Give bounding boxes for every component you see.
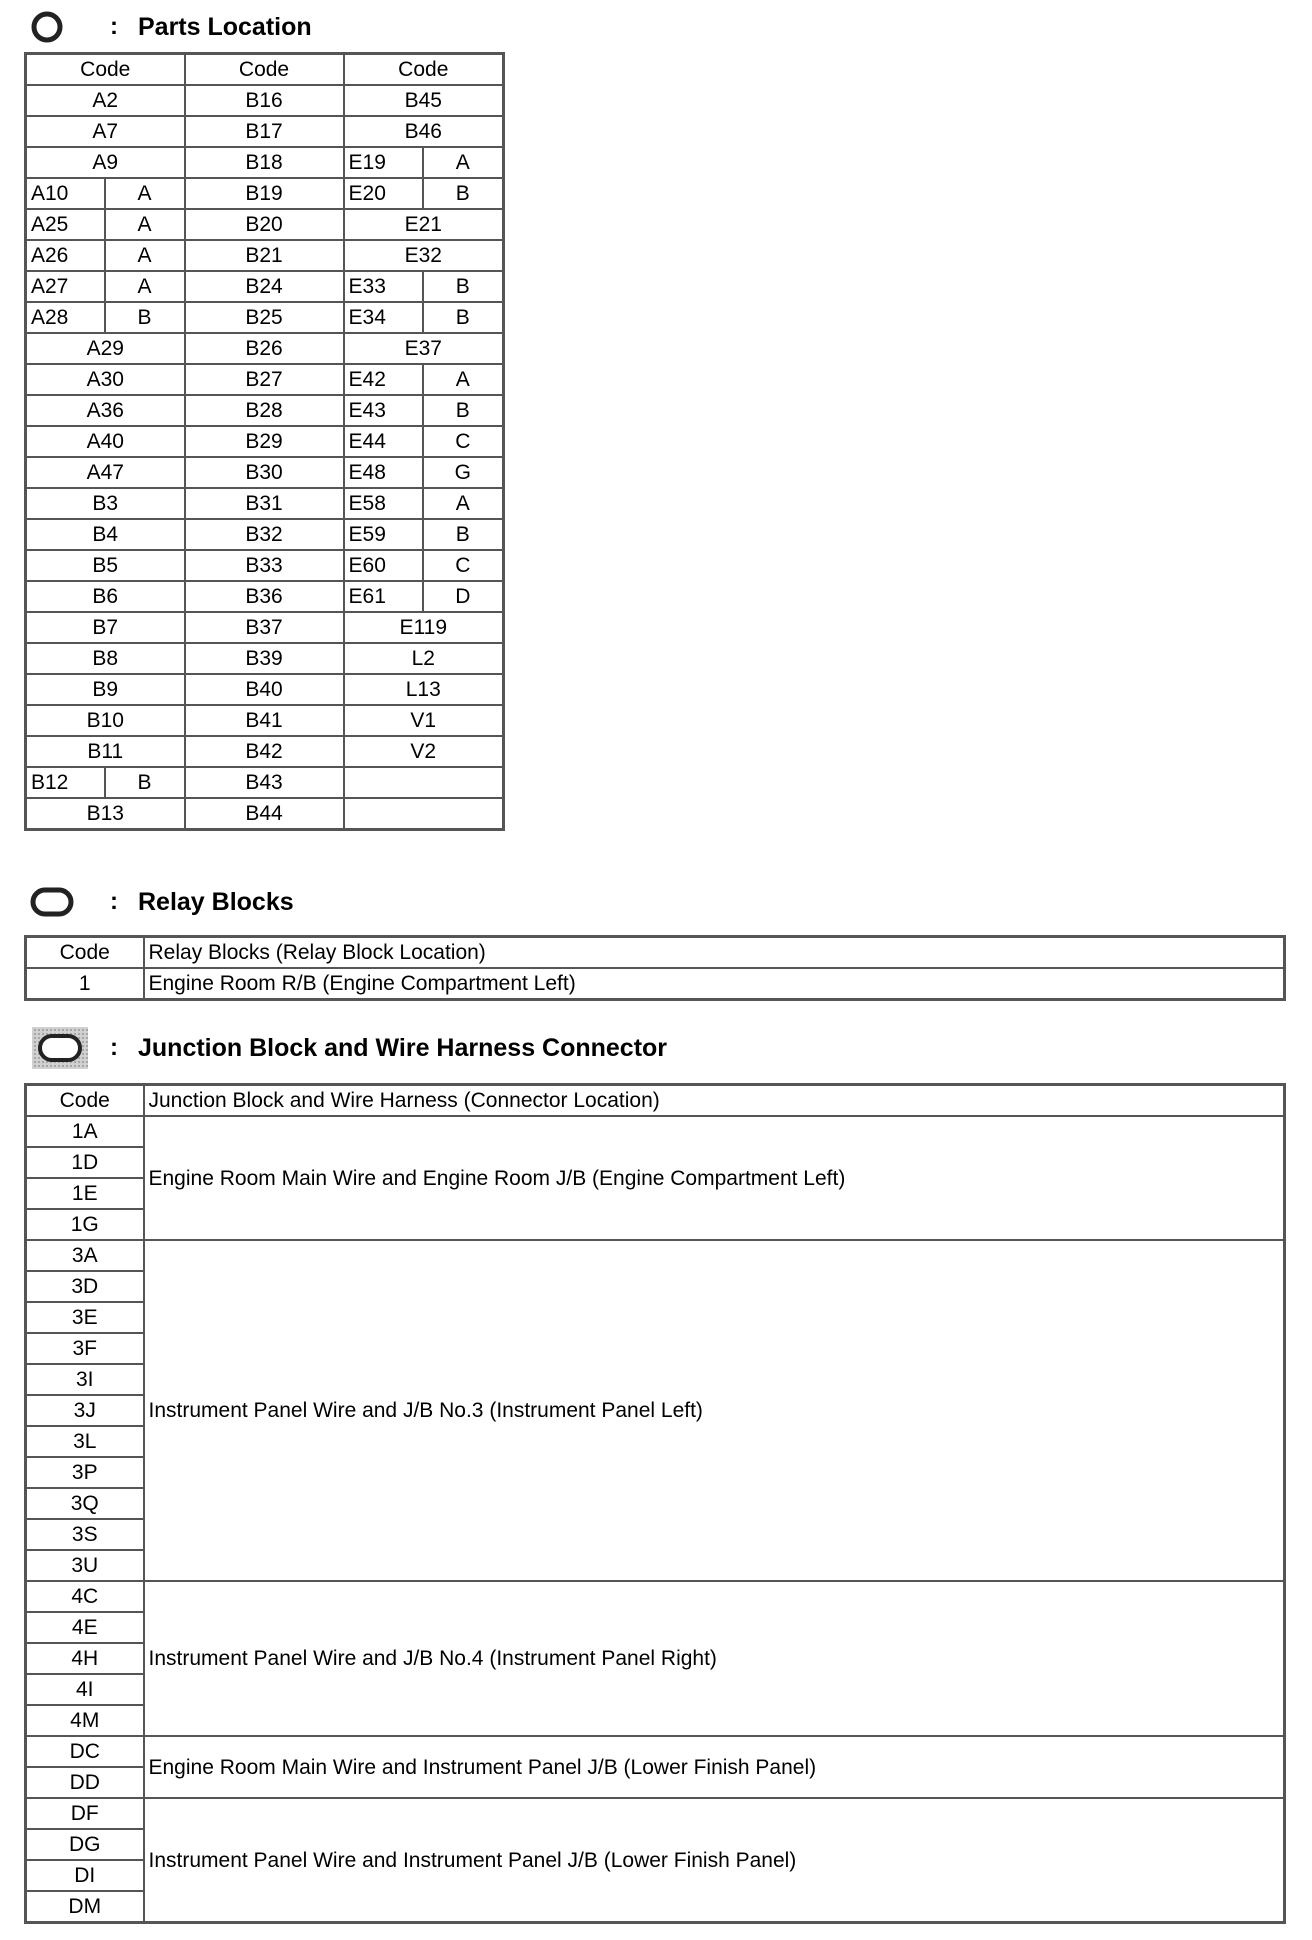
part-code: B32 — [185, 519, 344, 550]
table-row — [26, 736, 504, 767]
part-code: B20 — [185, 209, 344, 240]
part-code: E119 — [344, 612, 504, 643]
relay-blocks-title: Relay Blocks — [138, 887, 294, 916]
part-code: V1 — [344, 705, 504, 736]
table-row — [26, 674, 504, 705]
column-header-code: Code — [26, 54, 185, 86]
part-code: E37 — [344, 333, 504, 364]
connector-code: DM — [26, 1891, 144, 1923]
part-code: B42 — [185, 736, 344, 767]
part-code: E19 — [344, 147, 423, 178]
part-code: A29 — [26, 333, 185, 364]
table-row — [26, 968, 1285, 1000]
part-code: A36 — [26, 395, 185, 426]
connector-code: 3D — [26, 1271, 144, 1302]
part-code: E34 — [344, 302, 423, 333]
connector-code: 3L — [26, 1426, 144, 1457]
table-row — [26, 240, 504, 271]
part-code: B26 — [185, 333, 344, 364]
connector-code: 3F — [26, 1333, 144, 1364]
part-code: E20 — [344, 178, 423, 209]
table-row — [26, 426, 504, 457]
part-suffix: D — [423, 581, 504, 612]
part-suffix: A — [423, 147, 504, 178]
part-code: A2 — [26, 85, 185, 116]
connector-location: Instrument Panel Wire and J/B No.4 (Instrument Panel Right) — [144, 1581, 1285, 1736]
part-code: B17 — [185, 116, 344, 147]
part-code: E21 — [344, 209, 504, 240]
relay-code: 1 — [26, 968, 144, 1000]
connector-code: 4H — [26, 1643, 144, 1674]
part-code: B45 — [344, 85, 504, 116]
column-header-location: Junction Block and Wire Harness (Connector Location) — [144, 1085, 1285, 1117]
junction-title: Junction Block and Wire Harness Connector — [138, 1033, 668, 1062]
part-code: B11 — [26, 736, 185, 767]
column-header-code: Code — [344, 54, 504, 86]
connector-code: 3A — [26, 1240, 144, 1271]
table-row — [26, 1581, 1285, 1612]
part-code: B25 — [185, 302, 344, 333]
part-code: E42 — [344, 364, 423, 395]
part-suffix: B — [105, 767, 185, 798]
shaded-rounded-rect-icon — [30, 1025, 110, 1071]
part-code: B3 — [26, 488, 185, 519]
table-row — [26, 457, 504, 488]
part-suffix: B — [423, 271, 504, 302]
part-code: E60 — [344, 550, 423, 581]
connector-code: 4C — [26, 1581, 144, 1612]
part-code: E44 — [344, 426, 423, 457]
part-code: B9 — [26, 674, 185, 705]
part-code: B28 — [185, 395, 344, 426]
part-code: L13 — [344, 674, 504, 705]
table-row — [26, 85, 504, 116]
junction-header — [30, 1028, 667, 1068]
colon: : — [110, 888, 118, 915]
connector-code: 1E — [26, 1178, 144, 1209]
part-code: A10 — [26, 178, 105, 209]
connector-code: 3U — [26, 1550, 144, 1581]
table-row — [26, 1116, 1285, 1147]
connector-code: 4E — [26, 1612, 144, 1643]
column-header-code: Code — [26, 1085, 144, 1117]
connector-code: 3J — [26, 1395, 144, 1426]
part-code: E33 — [344, 271, 423, 302]
part-code: B43 — [185, 767, 344, 798]
table-row — [26, 333, 504, 364]
part-suffix: A — [105, 178, 185, 209]
part-code: A40 — [26, 426, 185, 457]
part-code: E43 — [344, 395, 423, 426]
table-row — [26, 178, 504, 209]
column-header-location: Relay Blocks (Relay Block Location) — [144, 937, 1285, 969]
part-suffix: G — [423, 457, 504, 488]
connector-code: 4I — [26, 1674, 144, 1705]
table-row — [26, 612, 504, 643]
connector-code: 1D — [26, 1147, 144, 1178]
relay-blocks-header — [30, 882, 294, 922]
part-code — [344, 798, 504, 830]
part-suffix: A — [105, 209, 185, 240]
part-suffix: B — [105, 302, 185, 333]
part-code: A7 — [26, 116, 185, 147]
part-code — [344, 767, 504, 798]
connector-code: 3I — [26, 1364, 144, 1395]
part-code: B4 — [26, 519, 185, 550]
part-code: B41 — [185, 705, 344, 736]
table-row — [26, 209, 504, 240]
table-row — [26, 364, 504, 395]
connector-location: Engine Room Main Wire and Instrument Panel J/B (Lower Finish Panel) — [144, 1736, 1285, 1798]
column-header-code: Code — [26, 937, 144, 969]
connector-code: 1A — [26, 1116, 144, 1147]
table-row — [26, 488, 504, 519]
part-code: B31 — [185, 488, 344, 519]
part-suffix: A — [105, 271, 185, 302]
part-suffix: B — [423, 395, 504, 426]
parts-location-header — [30, 7, 312, 47]
part-code: B6 — [26, 581, 185, 612]
part-code: E48 — [344, 457, 423, 488]
connector-code: 4M — [26, 1705, 144, 1736]
table-row — [26, 1736, 1285, 1767]
table-row — [26, 116, 504, 147]
table-row — [26, 302, 504, 333]
part-suffix: B — [423, 178, 504, 209]
connector-code: DI — [26, 1860, 144, 1891]
part-suffix: B — [423, 519, 504, 550]
circle-icon — [30, 10, 110, 44]
relay-location: Engine Room R/B (Engine Compartment Left) — [144, 968, 1285, 1000]
part-code: V2 — [344, 736, 504, 767]
part-code: B30 — [185, 457, 344, 488]
part-code: B10 — [26, 705, 185, 736]
table-row — [26, 519, 504, 550]
table-row — [26, 767, 504, 798]
connector-code: 3E — [26, 1302, 144, 1333]
part-code: A28 — [26, 302, 105, 333]
colon: : — [110, 1034, 118, 1061]
part-code: B24 — [185, 271, 344, 302]
part-code: B21 — [185, 240, 344, 271]
part-suffix: A — [423, 488, 504, 519]
part-suffix: C — [423, 550, 504, 581]
part-code: A9 — [26, 147, 185, 178]
part-code: B18 — [185, 147, 344, 178]
part-code: B8 — [26, 643, 185, 674]
rounded-rect-icon — [30, 887, 110, 917]
part-code: B36 — [185, 581, 344, 612]
part-code: A25 — [26, 209, 105, 240]
table-row — [26, 271, 504, 302]
part-code: B19 — [185, 178, 344, 209]
relay-blocks-table — [24, 935, 1286, 1001]
relay-header-row — [26, 937, 1285, 969]
parts-location-title: Parts Location — [138, 12, 312, 41]
part-code: B40 — [185, 674, 344, 705]
part-code: B5 — [26, 550, 185, 581]
connector-location: Instrument Panel Wire and J/B No.3 (Instrument Panel Left) — [144, 1240, 1285, 1581]
table-row — [26, 1240, 1285, 1271]
connector-code: DF — [26, 1798, 144, 1829]
part-code: B13 — [26, 798, 185, 830]
part-code: B33 — [185, 550, 344, 581]
column-header-code: Code — [185, 54, 344, 86]
part-code: B39 — [185, 643, 344, 674]
part-code: A47 — [26, 457, 185, 488]
part-code: E59 — [344, 519, 423, 550]
table-row — [26, 581, 504, 612]
connector-code: DD — [26, 1767, 144, 1798]
table-row — [26, 643, 504, 674]
parts-location-table — [24, 52, 505, 831]
table-row — [26, 395, 504, 426]
junction-header-row — [26, 1085, 1285, 1117]
connector-code: DC — [26, 1736, 144, 1767]
connector-code: 3Q — [26, 1488, 144, 1519]
connector-location: Instrument Panel Wire and Instrument Panel J/B (Lower Finish Panel) — [144, 1798, 1285, 1923]
part-code: B7 — [26, 612, 185, 643]
connector-code: DG — [26, 1829, 144, 1860]
part-code: B29 — [185, 426, 344, 457]
table-row — [26, 550, 504, 581]
part-code: A26 — [26, 240, 105, 271]
part-code: B46 — [344, 116, 504, 147]
part-suffix: A — [423, 364, 504, 395]
part-code: B12 — [26, 767, 105, 798]
connector-code: 1G — [26, 1209, 144, 1240]
connector-location: Engine Room Main Wire and Engine Room J/B (Engine Compartment Left) — [144, 1116, 1285, 1240]
connector-code: 3S — [26, 1519, 144, 1550]
part-suffix: B — [423, 302, 504, 333]
part-code: E61 — [344, 581, 423, 612]
part-code: B44 — [185, 798, 344, 830]
part-code: B37 — [185, 612, 344, 643]
part-code: B27 — [185, 364, 344, 395]
table-row — [26, 1798, 1285, 1829]
part-suffix: A — [105, 240, 185, 271]
part-suffix: C — [423, 426, 504, 457]
table-row — [26, 705, 504, 736]
table-row — [26, 798, 504, 830]
parts-header-row — [26, 54, 504, 86]
part-code: E58 — [344, 488, 423, 519]
colon: : — [110, 13, 118, 40]
part-code: B16 — [185, 85, 344, 116]
part-code: A30 — [26, 364, 185, 395]
table-row — [26, 147, 504, 178]
part-code: E32 — [344, 240, 504, 271]
part-code: L2 — [344, 643, 504, 674]
connector-code: 3P — [26, 1457, 144, 1488]
junction-block-table — [24, 1083, 1286, 1924]
part-code: A27 — [26, 271, 105, 302]
